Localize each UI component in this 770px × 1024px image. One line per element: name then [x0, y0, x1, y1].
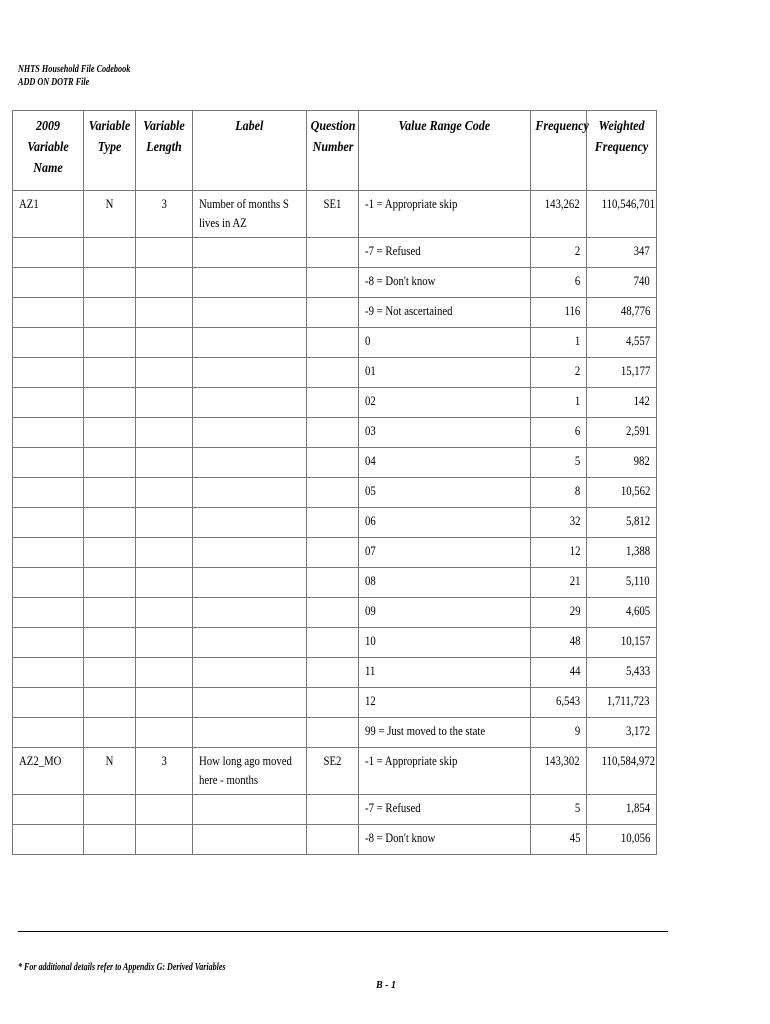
value-code-cell-text: 07 — [365, 544, 376, 558]
label-cell — [193, 538, 307, 568]
value-code-cell — [359, 388, 531, 418]
value-code-cell-text: 05 — [365, 484, 376, 498]
weighted-frequency-cell — [587, 688, 657, 718]
table-row — [13, 191, 657, 238]
frequency-cell-text: 8 — [574, 484, 580, 498]
variable-name-cell — [13, 568, 84, 598]
variable-type-cell — [84, 388, 136, 418]
value-code-cell-text: 06 — [365, 514, 376, 528]
variable-name-cell — [13, 795, 84, 825]
table-row — [13, 448, 657, 478]
weighted-frequency-cell-text: 2,591 — [625, 424, 650, 438]
weighted-frequency-cell — [587, 748, 657, 795]
variable-length-cell — [136, 268, 193, 298]
label-cell — [193, 448, 307, 478]
weighted-frequency-cell-text: 1,711,723 — [607, 694, 650, 708]
variable-length-cell — [136, 628, 193, 658]
table-row — [13, 795, 657, 825]
label-cell — [193, 748, 307, 795]
value-code-cell — [359, 538, 531, 568]
table-row — [13, 688, 657, 718]
value-code-cell — [359, 298, 531, 328]
weighted-frequency-cell-text: 347 — [633, 244, 650, 258]
column-header-question-number: Question Number — [307, 111, 359, 191]
variable-name-cell — [13, 718, 84, 748]
variable-type-cell — [84, 298, 136, 328]
weighted-frequency-cell — [587, 718, 657, 748]
value-code-cell-text: -8 = Don't know — [365, 831, 436, 845]
label-cell-text: How long ago moved here - months — [199, 754, 292, 787]
value-code-cell — [359, 478, 531, 508]
value-code-cell-text: 03 — [365, 424, 376, 438]
value-code-cell — [359, 628, 531, 658]
value-code-cell-text: -8 = Don't know — [365, 274, 436, 288]
frequency-cell-text: 29 — [569, 604, 580, 618]
table-row — [13, 538, 657, 568]
frequency-cell — [531, 598, 587, 628]
variable-type-cell — [84, 688, 136, 718]
question-number-cell — [307, 238, 359, 268]
variable-type-cell — [84, 568, 136, 598]
frequency-cell-text: 2 — [574, 364, 580, 378]
value-code-cell — [359, 238, 531, 268]
variable-name-cell — [13, 388, 84, 418]
question-number-cell — [307, 191, 359, 238]
label-cell-text: Number of months S lives in AZ — [199, 197, 289, 230]
weighted-frequency-cell-text: 3,172 — [625, 724, 650, 738]
frequency-cell-text: 6 — [574, 424, 580, 438]
label-cell — [193, 418, 307, 448]
variable-length-cell — [136, 795, 193, 825]
footnote: * For additional details refer to Appendix G: Derived Variables — [18, 962, 226, 973]
variable-type-cell-text: N — [105, 197, 114, 211]
weighted-frequency-cell — [587, 358, 657, 388]
frequency-cell-text: 116 — [564, 304, 580, 318]
weighted-frequency-cell-text: 15,177 — [620, 364, 650, 378]
label-cell — [193, 795, 307, 825]
weighted-frequency-cell — [587, 508, 657, 538]
variable-type-cell — [84, 538, 136, 568]
weighted-frequency-cell — [587, 388, 657, 418]
value-code-cell-text: 99 = Just moved to the state — [365, 724, 486, 738]
variable-type-cell — [84, 658, 136, 688]
question-number-cell — [307, 298, 359, 328]
table-row — [13, 568, 657, 598]
variable-name-cell — [13, 298, 84, 328]
frequency-cell-text: 48 — [569, 634, 580, 648]
variable-length-cell — [136, 538, 193, 568]
question-number-cell — [307, 628, 359, 658]
variable-length-cell-text: 3 — [161, 754, 167, 768]
value-code-cell-text: 01 — [365, 364, 376, 378]
table-row — [13, 628, 657, 658]
table-row — [13, 598, 657, 628]
question-number-cell — [307, 268, 359, 298]
weighted-frequency-cell — [587, 825, 657, 855]
weighted-frequency-cell — [587, 598, 657, 628]
variable-type-cell — [84, 268, 136, 298]
document-header — [18, 63, 130, 89]
question-number-cell-text: SE1 — [323, 197, 342, 211]
value-code-cell — [359, 748, 531, 795]
value-code-cell — [359, 718, 531, 748]
frequency-cell — [531, 268, 587, 298]
frequency-cell-text: 44 — [569, 664, 580, 678]
variable-length-cell — [136, 478, 193, 508]
variable-length-cell — [136, 388, 193, 418]
question-number-cell — [307, 598, 359, 628]
value-code-cell — [359, 418, 531, 448]
frequency-cell — [531, 658, 587, 688]
variable-length-cell — [136, 358, 193, 388]
question-number-cell — [307, 658, 359, 688]
question-number-cell — [307, 538, 359, 568]
label-cell — [193, 478, 307, 508]
question-number-cell — [307, 568, 359, 598]
weighted-frequency-cell-text: 740 — [633, 274, 650, 288]
label-cell — [193, 658, 307, 688]
frequency-cell-text: 143,302 — [545, 754, 580, 768]
table-row — [13, 238, 657, 268]
variable-type-cell — [84, 825, 136, 855]
table-row — [13, 298, 657, 328]
weighted-frequency-cell — [587, 418, 657, 448]
frequency-cell-text: 6,543 — [555, 694, 580, 708]
weighted-frequency-cell-text: 4,557 — [625, 334, 650, 348]
weighted-frequency-cell-text: 10,157 — [620, 634, 650, 648]
variable-name-cell — [13, 628, 84, 658]
frequency-cell — [531, 448, 587, 478]
frequency-cell-text: 6 — [574, 274, 580, 288]
frequency-cell-text: 1 — [574, 394, 580, 408]
weighted-frequency-cell — [587, 268, 657, 298]
question-number-cell-text: SE2 — [323, 754, 342, 768]
table-row — [13, 658, 657, 688]
column-header-weighted-frequency: Weighted Frequency — [587, 111, 657, 191]
frequency-cell — [531, 478, 587, 508]
variable-name-cell — [13, 825, 84, 855]
variable-name-cell — [13, 598, 84, 628]
frequency-cell-text: 21 — [569, 574, 580, 588]
variable-name-cell — [13, 748, 84, 795]
weighted-frequency-cell-text: 10,562 — [620, 484, 650, 498]
variable-name-cell — [13, 538, 84, 568]
table-row — [13, 418, 657, 448]
label-cell — [193, 508, 307, 538]
label-cell — [193, 388, 307, 418]
frequency-cell — [531, 538, 587, 568]
variable-length-cell — [136, 825, 193, 855]
frequency-cell — [531, 388, 587, 418]
value-code-cell — [359, 795, 531, 825]
value-code-cell — [359, 268, 531, 298]
weighted-frequency-cell-text: 1,388 — [625, 544, 650, 558]
weighted-frequency-cell-text: 48,776 — [620, 304, 650, 318]
column-header-label: Label — [193, 111, 307, 191]
value-code-cell-text: 11 — [365, 664, 376, 678]
label-cell — [193, 238, 307, 268]
question-number-cell — [307, 748, 359, 795]
value-code-cell — [359, 688, 531, 718]
value-code-cell-text: 10 — [365, 634, 376, 648]
variable-type-cell — [84, 598, 136, 628]
variable-name-cell — [13, 508, 84, 538]
value-code-cell-text: 12 — [365, 694, 376, 708]
variable-length-cell-text: 3 — [161, 197, 167, 211]
weighted-frequency-cell-text: 4,605 — [625, 604, 650, 618]
variable-type-cell — [84, 418, 136, 448]
value-code-cell-text: -1 = Appropriate skip — [365, 197, 458, 211]
variable-length-cell — [136, 658, 193, 688]
value-code-cell — [359, 568, 531, 598]
variable-name-cell — [13, 418, 84, 448]
weighted-frequency-cell — [587, 658, 657, 688]
table-row — [13, 718, 657, 748]
variable-length-cell — [136, 598, 193, 628]
variable-length-cell — [136, 448, 193, 478]
variable-name-cell — [13, 191, 84, 238]
question-number-cell — [307, 328, 359, 358]
weighted-frequency-cell-text: 5,433 — [625, 664, 650, 678]
variable-name-cell — [13, 448, 84, 478]
frequency-cell — [531, 748, 587, 795]
variable-length-cell — [136, 748, 193, 795]
frequency-cell-text: 32 — [569, 514, 580, 528]
frequency-cell-text: 2 — [574, 244, 580, 258]
frequency-cell-text: 1 — [574, 334, 580, 348]
frequency-cell-text: 45 — [569, 831, 580, 845]
frequency-cell — [531, 508, 587, 538]
weighted-frequency-cell — [587, 328, 657, 358]
table-row — [13, 478, 657, 508]
label-cell — [193, 328, 307, 358]
weighted-frequency-cell — [587, 478, 657, 508]
variable-name-cell — [13, 328, 84, 358]
value-code-cell-text: -7 = Refused — [365, 801, 421, 815]
table-header-row — [13, 111, 657, 191]
variable-length-cell — [136, 298, 193, 328]
frequency-cell — [531, 298, 587, 328]
value-code-cell-text: -7 = Refused — [365, 244, 421, 258]
value-code-cell — [359, 825, 531, 855]
variable-name-cell — [13, 268, 84, 298]
frequency-cell-text: 5 — [574, 454, 580, 468]
weighted-frequency-cell-text: 5,812 — [625, 514, 650, 528]
frequency-cell — [531, 238, 587, 268]
weighted-frequency-cell-text: 10,056 — [620, 831, 650, 845]
weighted-frequency-cell-text: 142 — [633, 394, 650, 408]
value-code-cell — [359, 328, 531, 358]
label-cell — [193, 568, 307, 598]
table-row — [13, 268, 657, 298]
weighted-frequency-cell — [587, 191, 657, 238]
question-number-cell — [307, 718, 359, 748]
variable-length-cell — [136, 718, 193, 748]
question-number-cell — [307, 688, 359, 718]
variable-length-cell — [136, 568, 193, 598]
value-code-cell — [359, 448, 531, 478]
variable-type-cell — [84, 238, 136, 268]
variable-length-cell — [136, 508, 193, 538]
variable-type-cell — [84, 795, 136, 825]
value-code-cell-text: -9 = Not ascertained — [365, 304, 453, 318]
frequency-cell-text: 12 — [569, 544, 580, 558]
value-code-cell — [359, 508, 531, 538]
variable-length-cell — [136, 238, 193, 268]
table-row — [13, 508, 657, 538]
table-row — [13, 825, 657, 855]
table-row — [13, 748, 657, 795]
variable-name-cell-text: AZ2_MO — [19, 754, 62, 768]
weighted-frequency-cell — [587, 568, 657, 598]
variable-length-cell — [136, 328, 193, 358]
question-number-cell — [307, 418, 359, 448]
weighted-frequency-cell — [587, 538, 657, 568]
value-code-cell-text: 04 — [365, 454, 376, 468]
variable-type-cell — [84, 718, 136, 748]
label-cell — [193, 191, 307, 238]
variable-name-cell — [13, 238, 84, 268]
variable-name-cell — [13, 478, 84, 508]
table-row — [13, 388, 657, 418]
column-header-variable-type: Variable Type — [84, 111, 136, 191]
question-number-cell — [307, 825, 359, 855]
weighted-frequency-cell — [587, 448, 657, 478]
frequency-cell — [531, 688, 587, 718]
weighted-frequency-cell — [587, 795, 657, 825]
question-number-cell — [307, 358, 359, 388]
frequency-cell — [531, 628, 587, 658]
variable-name-cell — [13, 688, 84, 718]
table-body — [13, 191, 657, 855]
page-number: B - 1 — [376, 980, 396, 991]
question-number-cell — [307, 508, 359, 538]
label-cell — [193, 688, 307, 718]
file-subtitle: ADD ON DOTR File — [18, 77, 90, 88]
column-header-frequency: Frequency — [531, 111, 587, 191]
variable-type-cell — [84, 628, 136, 658]
label-cell — [193, 598, 307, 628]
variable-length-cell — [136, 688, 193, 718]
frequency-cell — [531, 795, 587, 825]
variable-type-cell — [84, 448, 136, 478]
variable-type-cell — [84, 748, 136, 795]
variable-length-cell — [136, 418, 193, 448]
frequency-cell — [531, 718, 587, 748]
frequency-cell — [531, 328, 587, 358]
question-number-cell — [307, 388, 359, 418]
value-code-cell — [359, 658, 531, 688]
column-header-variable-length: Variable Length — [136, 111, 193, 191]
value-code-cell — [359, 358, 531, 388]
variable-length-cell — [136, 191, 193, 238]
weighted-frequency-cell-text: 110,584,972 — [601, 754, 656, 768]
footer-divider — [18, 931, 668, 932]
frequency-cell — [531, 358, 587, 388]
variable-type-cell — [84, 478, 136, 508]
weighted-frequency-cell-text: 5,110 — [626, 574, 650, 588]
variable-name-cell-text: AZ1 — [19, 197, 39, 211]
value-code-cell-text: -1 = Appropriate skip — [365, 754, 458, 768]
value-code-cell-text: 02 — [365, 394, 376, 408]
weighted-frequency-cell — [587, 628, 657, 658]
variable-type-cell — [84, 328, 136, 358]
column-header-value-range-code: Value Range Code — [359, 111, 531, 191]
label-cell — [193, 298, 307, 328]
weighted-frequency-cell — [587, 298, 657, 328]
question-number-cell — [307, 478, 359, 508]
question-number-cell — [307, 448, 359, 478]
codebook-table — [12, 110, 657, 855]
value-code-cell — [359, 598, 531, 628]
column-header-variable-name: 2009 Variable Name — [13, 111, 84, 191]
codebook-title: NHTS Household File Codebook — [18, 64, 131, 75]
variable-type-cell-text: N — [105, 754, 114, 768]
value-code-cell — [359, 191, 531, 238]
frequency-cell-text: 5 — [574, 801, 580, 815]
weighted-frequency-cell — [587, 238, 657, 268]
question-number-cell — [307, 795, 359, 825]
value-code-cell-text: 09 — [365, 604, 376, 618]
variable-name-cell — [13, 358, 84, 388]
table-row — [13, 328, 657, 358]
frequency-cell — [531, 825, 587, 855]
value-code-cell-text: 08 — [365, 574, 376, 588]
variable-type-cell — [84, 191, 136, 238]
frequency-cell — [531, 418, 587, 448]
frequency-cell-text: 143,262 — [545, 197, 580, 211]
label-cell — [193, 628, 307, 658]
frequency-cell — [531, 568, 587, 598]
value-code-cell-text: 0 — [365, 334, 371, 348]
label-cell — [193, 825, 307, 855]
label-cell — [193, 268, 307, 298]
frequency-cell — [531, 191, 587, 238]
frequency-cell-text: 9 — [574, 724, 580, 738]
weighted-frequency-cell-text: 1,854 — [625, 801, 650, 815]
table-row — [13, 358, 657, 388]
label-cell — [193, 358, 307, 388]
label-cell — [193, 718, 307, 748]
variable-type-cell — [84, 508, 136, 538]
variable-name-cell — [13, 658, 84, 688]
weighted-frequency-cell-text: 982 — [633, 454, 650, 468]
variable-type-cell — [84, 358, 136, 388]
weighted-frequency-cell-text: 110,546,701 — [601, 197, 656, 211]
